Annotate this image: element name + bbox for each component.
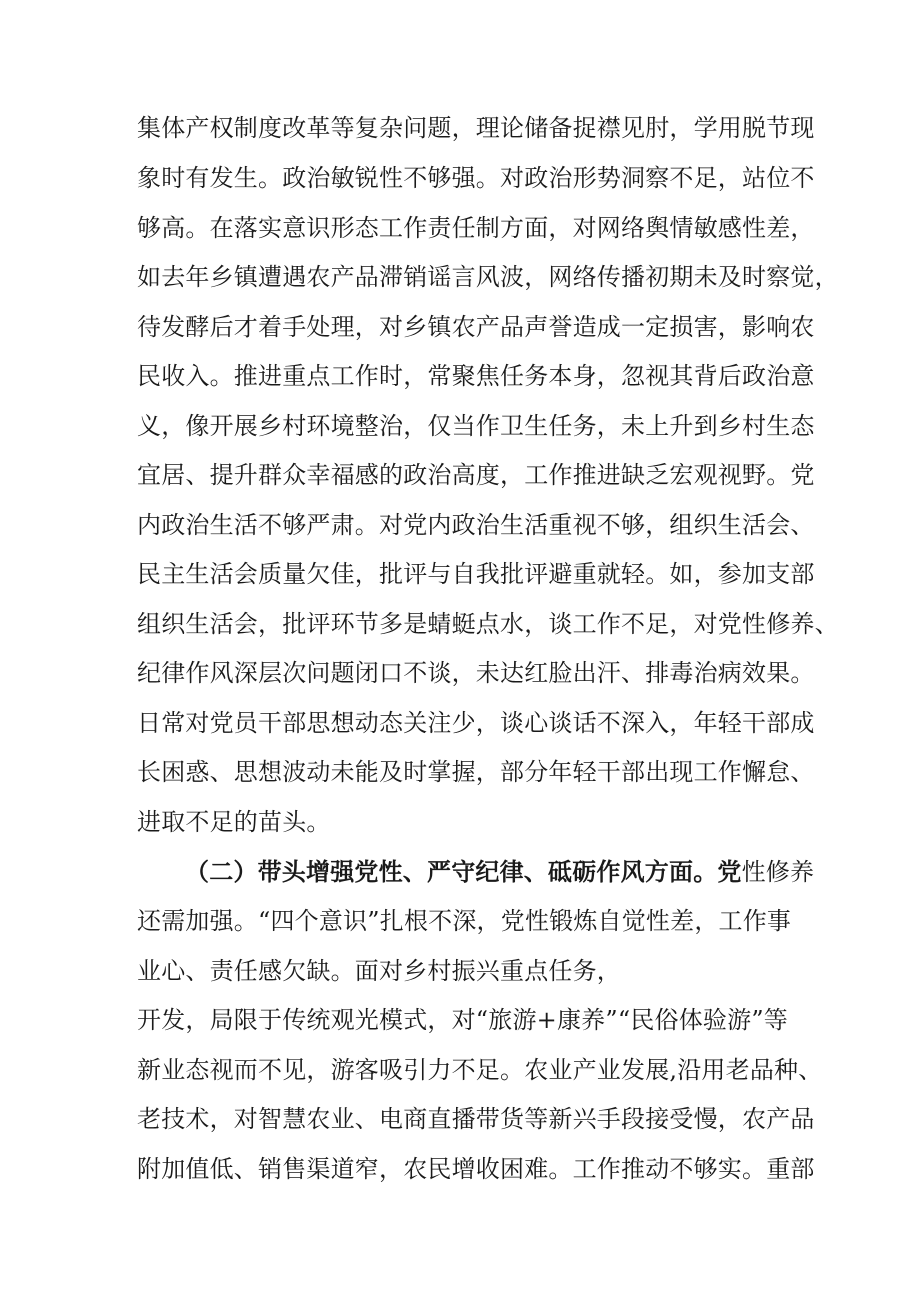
paragraph-line: 集体产权制度改革等复杂问题，理论储备捉襟见肘，学用脱节现 [137,114,815,142]
paragraph-line: 民收入。推进重点工作时，常聚焦任务本身，忽视其背后政治意 [137,362,815,390]
section-heading-continuation: 性修养 [741,858,815,886]
paragraph-line: 业心、责任感欠缺。面对乡村振兴重点任务， [137,957,621,985]
paragraph-line: 长困惑、思想波动未能及时掌握，部分年轻干部出现工作懈怠、 [137,758,815,786]
paragraph-line: 义，像开展乡村环境整治，仅当作卫生任务，未上升到乡村生态 [137,412,815,440]
paragraph-line: 宜居、提升群众幸福感的政治高度，工作推进缺乏宏观视野。党 [137,461,815,489]
paragraph-line: 象时有发生。政治敏锐性不够强。对政治形势洞察不足，站位不 [137,164,815,192]
paragraph-line: 民主生活会质量欠佳，批评与自我批评避重就轻。如，参加支部 [137,560,815,588]
paragraph-line: 还需加强。“四个意识”扎根不深，党性锻炼自觉性差，工作事 [137,907,792,935]
paragraph-line: 纪律作风深层次问题闭口不谈，未达红脸出汗、排毒治病效果。 [137,659,815,687]
paragraph-line: 内政治生活不够严肃。对党内政治生活重视不够，组织生活会、 [137,511,815,539]
paragraph-line: 新业态视而不见，游客吸引力不足。农业产业发展,沿用老品种、 [137,1056,823,1084]
paragraph-line: 待发酵后才着手处理，对乡镇农产品声誉造成一定损害，影响农 [137,313,815,341]
paragraph-line: 老技术，对智慧农业、电商直播带货等新兴手段接受慢，农产品 [137,1105,815,1133]
paragraph-line: 够高。在落实意识形态工作责任制方面，对网络舆情敏感性差， [137,214,815,242]
section-heading: （二）带头增强党性、严守纪律、砥砺作风方面。党 [185,857,742,886]
paragraph-line: 组织生活会，批评环节多是蜻蜓点水，谈工作不足，对党性修养、 [137,610,839,638]
paragraph-line: 日常对党员干部思想动态关注少，谈心谈话不深入，年轻干部成 [137,709,815,737]
paragraph-line: 进取不足的苗头。 [137,808,331,836]
paragraph-line: 开发，局限于传统观光模式，对“旅游+康养”“民俗体验游”等 [137,1006,788,1034]
paragraph-line: 如去年乡镇遭遇农产品滞销谣言风波，网络传播初期未及时察觉， [137,263,839,291]
paragraph-line: 附加值低、销售渠道窄，农民增收困难。工作推动不够实。重部 [137,1155,815,1183]
section-heading-line [185,857,814,887]
